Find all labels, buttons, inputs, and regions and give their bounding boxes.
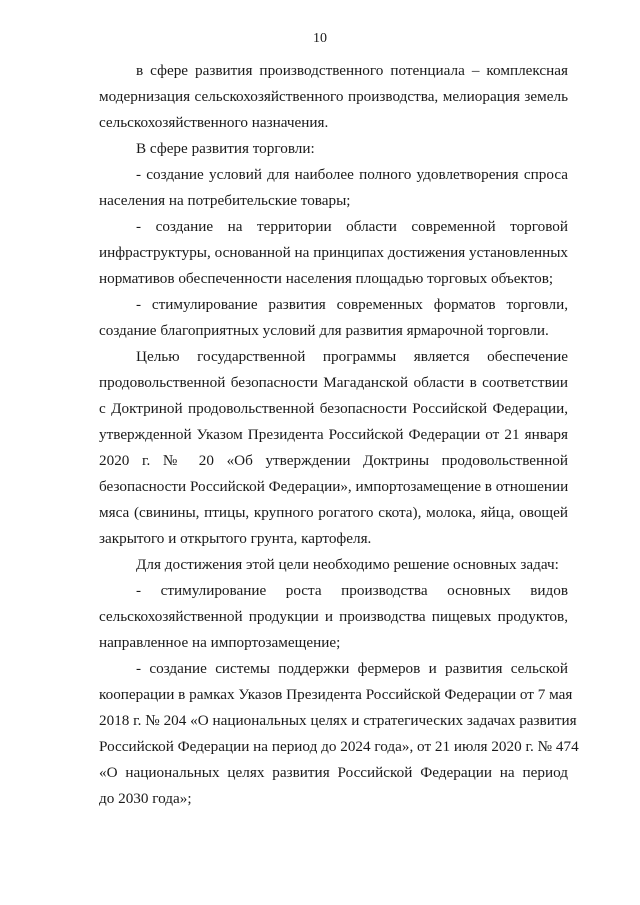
text-line: населения на потребительские товары;	[99, 192, 351, 209]
paragraph-trade-formats	[99, 292, 568, 344]
text-line: утвержденной Указом Президента Российской Федерации от 21 января	[99, 426, 568, 443]
text-line: - создание системы поддержки фермеров и развития сельской	[136, 660, 568, 677]
text-line: продовольственной безопасности Магаданской области в соответствии	[99, 374, 568, 391]
paragraph-farmer-support	[99, 656, 579, 812]
text-line: создание благоприятных условий для развития ярмарочной торговли.	[99, 322, 549, 339]
text-line: закрытого и открытого грунта, картофеля.	[99, 530, 372, 547]
paragraph-tasks-intro	[99, 552, 568, 578]
text-line: - стимулирование развития современных форматов торговли,	[136, 296, 568, 313]
text-line: инфраструктуры, основанной на принципах достижения установленных	[99, 244, 568, 261]
text-line: В сфере развития торговли:	[136, 140, 315, 157]
text-line: направленное на импортозамещение;	[99, 634, 341, 651]
text-line: «О национальных целях развития Российской Федерации на период	[99, 764, 568, 781]
paragraph-program-goal	[99, 344, 568, 552]
paragraph-production-potential	[99, 58, 568, 136]
paragraph-trade-infrastructure	[99, 214, 568, 292]
text-line: - создание условий для наиболее полного удовлетворения спроса	[136, 166, 568, 183]
text-line: сельскохозяйственной продукции и производства пищевых продуктов,	[99, 608, 568, 625]
paragraph-production-growth	[99, 578, 568, 656]
text-line: нормативов обеспеченности населения площадью торговых объектов;	[99, 270, 554, 287]
page-number: 10	[313, 31, 327, 46]
text-line: 2018 г. № 204 «О национальных целях и стратегических задачах развития	[99, 712, 577, 729]
text-line: в сфере развития производственного потенциала – комплексная	[136, 62, 568, 79]
document-body	[99, 58, 579, 812]
text-line: Для достижения этой цели необходимо решение основных задач:	[136, 556, 559, 573]
paragraph-trade-heading	[99, 136, 568, 162]
text-line: - создание на территории области современной торговой	[136, 218, 568, 235]
text-line: мяса (свинины, птицы, крупного рогатого скота), молока, яйца, овощей	[99, 504, 568, 521]
text-line: кооперации в рамках Указов Президента Российской Федерации от 7 мая	[99, 686, 573, 703]
text-line: сельскохозяйственного назначения.	[99, 114, 329, 131]
text-line: модернизация сельскохозяйственного производства, мелиорация земель	[99, 88, 568, 105]
text-line: Целью государственной программы является обеспечение	[136, 348, 568, 365]
text-line: до 2030 года»;	[99, 790, 192, 807]
paragraph-consumer-demand	[99, 162, 568, 214]
text-line: - стимулирование роста производства основных видов	[136, 582, 568, 599]
text-line: безопасности Российской Федерации», импортозамещение в отношении	[99, 478, 569, 495]
text-line: с Доктриной продовольственной безопасности Российской Федерации,	[99, 400, 568, 417]
text-line: 2020 г. № 20 «Об утверждении Доктрины продовольственной	[99, 452, 568, 469]
text-line: Российской Федерации на период до 2024 года», от 21 июля 2020 г. № 474	[99, 738, 579, 755]
